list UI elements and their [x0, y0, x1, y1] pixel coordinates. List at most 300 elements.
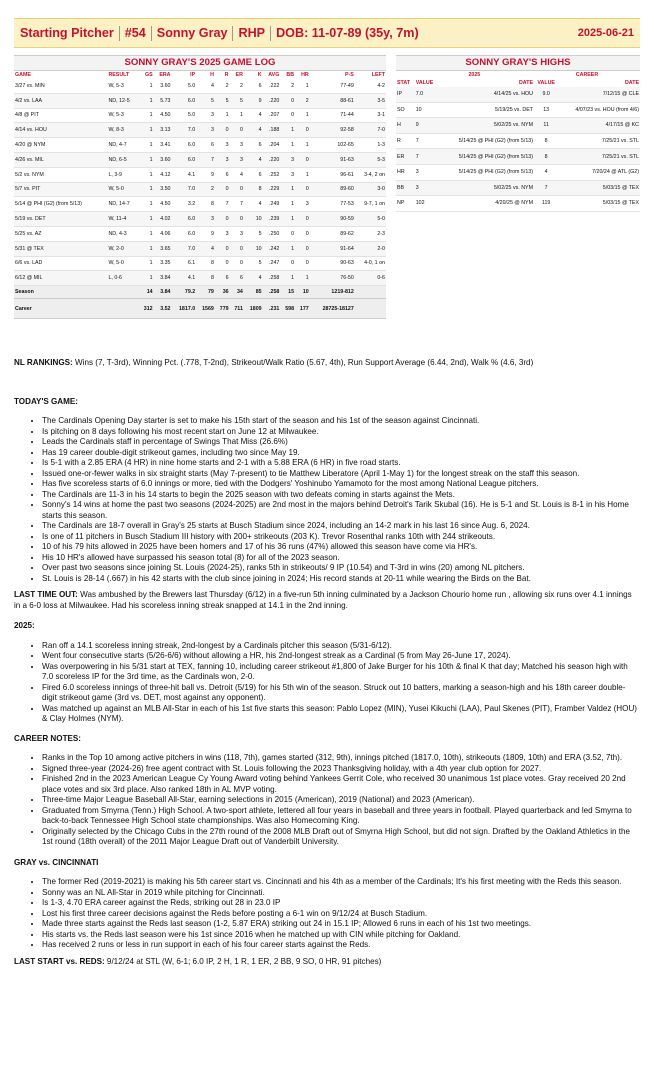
game-log-cell: 1-3 — [355, 138, 386, 153]
game-log-cell — [107, 286, 138, 299]
game-log-cell: 5.0 — [172, 108, 197, 123]
list-item: • The former Red (2019-2021) is making his 5th career start vs. Cincinnati and his 4th as a member of the Cardinals; It's his first meeting with the Reds this season. — [42, 877, 640, 888]
last-time-out-text: Was ambushed by the Brewers last Thursday (6/12) in a five-run 5th inning culminated by a Jackson Chourio home run , allowing six runs over 4.1 innings in a 6-0 loss at Milwaukee. Had his scoreless inning streak snapped at 14.1 in the 2nd inning. — [14, 590, 632, 610]
game-log-cell: 1 — [280, 123, 295, 138]
list-item: • The Cardinals are 18-7 overall in Gray's 25 starts at Busch Stadium since 2024, including an 14-2 mark in his last 16 since Aug. 6, 2024. — [42, 521, 640, 532]
game-log-cell: 91-64 — [310, 241, 355, 256]
table-row — [14, 182, 386, 197]
game-log-cell: 77-53 — [310, 197, 355, 212]
game-log-title: SONNY GRAY'S 2025 GAME LOG — [14, 55, 386, 71]
highs-cell: 5/03/15 @ TEX — [558, 196, 640, 212]
game-log-cell: 7 — [230, 197, 244, 212]
list-item: • Made three starts against the Reds last season (1-2, 5.87 ERA) striking out 24 in 15.1 IP; Allowed 6 runs in each of his 1st two meetings. — [42, 919, 640, 930]
game-log-cell: L, 3-9 — [107, 167, 138, 182]
table-row — [14, 79, 386, 93]
highs-cell: 5/02/25 vs. NYM — [439, 180, 534, 196]
game-log-cell: 3.35 — [154, 256, 172, 271]
table-row — [14, 93, 386, 108]
game-log-cell: 3.60 — [154, 152, 172, 167]
game-log-cell: 3 — [215, 226, 230, 241]
list-item: • Has 19 career double-digit strikeout games, including two since May 19. — [42, 448, 640, 459]
highs-cell: 3 — [415, 164, 439, 180]
game-log-cell: 1 — [280, 197, 295, 212]
game-log-cell: .239 — [263, 212, 281, 227]
game-log-cell: 312 — [139, 299, 154, 319]
game-log-col-gs: GS — [144, 72, 153, 78]
game-log-cell: 5/14 @ PHI (G2) (from 5/13) — [14, 197, 107, 212]
game-log-cell: 9 — [196, 226, 215, 241]
game-log-cell: 77-49 — [310, 79, 355, 93]
game-log-cell: 10 — [244, 241, 263, 256]
table-row — [14, 197, 386, 212]
game-log-cell: 5/2 vs. NYM — [14, 167, 107, 182]
game-log-cell: 2 — [215, 79, 230, 93]
game-log-col-game: GAME — [15, 72, 31, 78]
game-log-cell: 1 — [139, 226, 154, 241]
list-item: • The Cardinals Opening Day starter is set to make his 15th start of the season and his 1st of the season against Cincinnati. — [42, 416, 640, 427]
game-log-cell: 5-3 — [355, 152, 386, 167]
list-item: • Sonny's 14 wins at home the past two seasons (2024-2025) are 2nd most in the majors behind Detroit's Tarik Skubal (16). He is 5-1 and St. Louis is 8-1 in his Home starts this season. — [42, 500, 640, 521]
game-log-cell: 5/25 vs. AZ — [14, 226, 107, 241]
game-log-cell: 7.0 — [172, 182, 197, 197]
game-log-cell: .242 — [263, 241, 281, 256]
highs-cell: 9 — [415, 118, 439, 134]
game-log-cell: 3.52 — [154, 299, 172, 319]
game-log-cell: 3-5 — [355, 93, 386, 108]
game-log-cell: W, 5-0 — [107, 256, 138, 271]
table-row — [396, 196, 640, 212]
game-log-cell: 4 — [244, 108, 263, 123]
game-log-col-bb: BB — [286, 72, 295, 78]
list-item: • Was overpowering in his 5/31 start at TEX, fanning 10, including career strikeout #1,800 of Jake Burger for his 10th & final K that day; Matched his season high with 7.0 scoreless IP for the 3rd time, as the Cardinals won, 2-0. — [42, 662, 640, 683]
game-log-cell: 5 — [230, 93, 244, 108]
game-log-cell: 5-0 — [355, 212, 386, 227]
game-log-cell: 4 — [230, 167, 244, 182]
game-log-cell: 88-61 — [310, 93, 355, 108]
game-log-cell: Career — [14, 299, 107, 319]
table-row — [396, 164, 640, 180]
game-log-cell: 0 — [295, 241, 310, 256]
table-row — [14, 271, 386, 286]
game-log-cell: 7-0 — [355, 123, 386, 138]
game-log-cell: 91-63 — [310, 152, 355, 167]
game-log-cell: .188 — [263, 123, 281, 138]
game-log-cell: 1 — [139, 197, 154, 212]
game-log-cell: 4.06 — [154, 226, 172, 241]
list-item: • 10 of his 79 hits allowed in 2025 have been homers and 17 of his 36 runs (47%) allowed this season have come via HR's. — [42, 542, 640, 553]
highs-cell: R — [396, 133, 415, 149]
game-log-cell: 4 — [244, 123, 263, 138]
game-log-cell: 0 — [215, 182, 230, 197]
game-log-col-ip: IP — [190, 72, 196, 78]
highs-cell: 4/17/15 @ KC — [558, 118, 640, 134]
game-log-cell: 1 — [295, 79, 310, 93]
game-log-cell: 1 — [295, 271, 310, 286]
game-log-cell: 79.2 — [172, 286, 197, 299]
highs-cell: 102 — [415, 196, 439, 212]
game-log-cell: 1 — [139, 93, 154, 108]
game-log-cell: 8 — [196, 197, 215, 212]
game-log-cell: 7 — [215, 197, 230, 212]
game-log-cell: 6/12 @ MIL — [14, 271, 107, 286]
game-log-cell: .207 — [263, 108, 281, 123]
highs-cell: 13 — [534, 102, 558, 118]
game-log-cell — [355, 286, 386, 299]
game-log-col-era: ERA — [159, 72, 171, 78]
game-log-cell: .222 — [263, 79, 281, 93]
highs-col-date: DATE — [518, 80, 533, 86]
game-log-cell: 102-65 — [310, 138, 355, 153]
game-log-cell: 1 — [295, 108, 310, 123]
game-log-cell: 0 — [295, 226, 310, 241]
game-log-cell: 3-4, 2 on — [355, 167, 386, 182]
nl-rankings-text: Wins (7, T-3rd), Winning Pct. (.778, T-2nd), Strikeout/Walk Ratio (5.67, 4th), Run Support Average (6.44, 2nd), Walk % (4.6, 3rd) — [72, 358, 534, 367]
game-log-cell: 4 — [244, 152, 263, 167]
game-log-cell: .229 — [263, 182, 281, 197]
game-log-cell: 598 — [280, 299, 295, 319]
game-log-cell: 1 — [280, 212, 295, 227]
game-log-cell: 1 — [295, 167, 310, 182]
game-log-col-h: H — [210, 72, 214, 78]
highs-cell: BB — [396, 180, 415, 196]
highs-cell: 5/02/25 vs. NYM — [439, 118, 534, 134]
game-log-cell: 90-59 — [310, 212, 355, 227]
season-totals-row — [14, 286, 386, 299]
game-log-cell: 6/6 vs. LAD — [14, 256, 107, 271]
highs-cell: 5/14/25 @ PHI (G2) (from 5/13) — [439, 149, 534, 165]
game-log-cell: 177 — [295, 299, 310, 319]
game-log-cell: 4.1 — [172, 271, 197, 286]
game-log-cell: 1 — [139, 241, 154, 256]
game-log-cell: 3.41 — [154, 138, 172, 153]
highs-cell: 5/14/25 @ PHI (G2) (from 5/13) — [439, 164, 534, 180]
list-item: • His starts vs. the Reds last season were his 1st since 2016 when he matched up with CIN while pitching for Oakland. — [42, 930, 640, 941]
game-log-cell: .252 — [263, 167, 281, 182]
header-divider — [232, 26, 233, 41]
vs-cincinnati-list — [14, 877, 640, 951]
highs-cell: 119 — [534, 196, 558, 212]
game-log-rows — [14, 79, 386, 319]
game-log-cell: 3.13 — [154, 123, 172, 138]
game-log-cell: 3 — [196, 123, 215, 138]
game-log-cell: 5 — [244, 256, 263, 271]
list-item: • Went four consecutive starts (5/26-6/6) without allowing a HR, his 2nd-longest streak as a Cardinal (5 from May 26-June 17, 2024). — [42, 651, 640, 662]
list-item: • Ran off a 14.1 scoreless inning streak, 2nd-longest by a Cardinals pitcher this season (5/31-6/12). — [42, 641, 640, 652]
list-item: • Sonny was an NL All-Star in 2019 while pitching for Cincinnati. — [42, 888, 640, 899]
game-log-cell: 34 — [230, 286, 244, 299]
highs-group-blank — [396, 71, 415, 79]
game-log-cell: 1 — [139, 256, 154, 271]
game-log-cell: 5.0 — [172, 79, 197, 93]
game-log-cell: 0 — [215, 256, 230, 271]
game-log-cell: 0 — [215, 241, 230, 256]
game-log-cell: 1 — [139, 182, 154, 197]
list-item: • Finished 2nd in the 2023 American League Cy Young Award voting behind Yankees Gerrit Cole, who received 30 unanimous 1st place votes. Gray received 20 2nd place votes and six 3rd place. Also ranked 18th in AL MVP voting. — [42, 774, 640, 795]
game-log-cell: 0 — [295, 182, 310, 197]
game-log-cell: W, 2-0 — [107, 241, 138, 256]
table-row — [396, 102, 640, 118]
list-item: • Signed three-year (2024-26) free agent contract with St. Louis following the 2023 Thanksgiving holiday, with a 4th year club option for 2027. — [42, 764, 640, 775]
highs-cell: 5/03/15 @ TEX — [558, 180, 640, 196]
game-log-cell: 0 — [280, 226, 295, 241]
list-item: • Was matched up against an MLB All-Star in each of his 1st five starts this season: Pablo Lopez (MIN), Yusei Kikuchi (LAA), Paul Skenes (PIT), Framber Valdez (HOU) & Clay Holmes (NYM). — [42, 704, 640, 725]
list-item: • Is one of 11 pitchers in Busch Stadium III history with 200+ strikeouts (203 K). Trevor Rosenthal ranks 10th with 244 strikeouts. — [42, 532, 640, 543]
game-notes-page — [14, 18, 640, 966]
game-log-cell: 10 — [244, 212, 263, 227]
game-log-cell: 6 — [215, 167, 230, 182]
vs-cincinnati-heading: GRAY vs. CINCINNATI — [14, 857, 99, 867]
game-log-cell: 6.1 — [172, 256, 197, 271]
game-log-cell: 6 — [244, 167, 263, 182]
todays-game-list — [14, 416, 640, 584]
game-log-cell: 7.0 — [172, 123, 197, 138]
highs-cell: 4 — [534, 164, 558, 180]
highs-cell: HR — [396, 164, 415, 180]
game-log-cell — [355, 299, 386, 319]
last-start-vs-reds-text: 9/12/24 at STL (W, 6-1; 6.0 IP, 2 H, 1 R, 1 ER, 2 BB, 9 SO, 0 HR, 91 pitches) — [104, 956, 382, 966]
game-log-cell: 6 — [215, 271, 230, 286]
game-log-cell: 779 — [215, 299, 230, 319]
game-log-cell: 0 — [230, 256, 244, 271]
game-log-cell: 3.84 — [154, 286, 172, 299]
game-log-cell: 4.12 — [154, 167, 172, 182]
list-item: • Is pitching on 8 days following his most recent start on June 12 at Milwaukee. — [42, 427, 640, 438]
header-divider — [119, 26, 120, 41]
table-row — [14, 138, 386, 153]
table-row — [14, 152, 386, 167]
highs-group-career: CAREER — [575, 72, 599, 78]
game-log-cell: W, 8-3 — [107, 123, 138, 138]
list-item: • The Cardinals are 11-3 in his 14 starts to begin the 2025 season with two defeats coming in starts against the Mets. — [42, 490, 640, 501]
highs-cell: SO — [396, 102, 415, 118]
game-log-cell: 4/14 vs. HOU — [14, 123, 107, 138]
game-log-cell: W, 5-0 — [107, 182, 138, 197]
game-log-cell: 85 — [244, 286, 263, 299]
highs-cell: 8 — [534, 149, 558, 165]
game-log-cell: 2-3 — [355, 226, 386, 241]
game-log-cell: 1 — [139, 138, 154, 153]
table-row — [14, 212, 386, 227]
nl-rankings-label: NL RANKINGS: — [14, 358, 73, 367]
game-log-cell: 0 — [280, 93, 295, 108]
game-log-col-er: ER — [235, 72, 243, 78]
table-row — [396, 87, 640, 102]
game-log-cell: 3 — [230, 226, 244, 241]
game-log-cell: 4.1 — [172, 167, 197, 182]
game-log-cell: 9-7, 1 on — [355, 197, 386, 212]
table-row — [14, 108, 386, 123]
highs-cell: 7 — [415, 133, 439, 149]
game-log-cell: 90-63 — [310, 256, 355, 271]
game-log-cell: 6.0 — [172, 212, 197, 227]
game-log-cell: L, 0-6 — [107, 271, 138, 286]
game-log-cell: .249 — [263, 197, 281, 212]
table-row — [14, 241, 386, 256]
career-notes-list — [14, 753, 640, 848]
todays-game-heading: TODAY'S GAME: — [14, 396, 78, 406]
highs-cell: 3 — [415, 180, 439, 196]
game-log-cell: 1809 — [244, 299, 263, 319]
game-log-header-row — [14, 71, 386, 79]
game-log-col-r: R — [224, 72, 229, 78]
highs-title: SONNY GRAY'S HIGHS — [396, 55, 640, 71]
list-item: • Lost his first three career decisions against the Reds before posting a 6-1 win on 9/12/24 at Busch Stadium. — [42, 909, 640, 920]
game-log-cell: 0 — [295, 256, 310, 271]
notes-section — [14, 358, 640, 967]
game-log-cell: 3-0 — [355, 182, 386, 197]
game-log-cell: ND, 6-5 — [107, 152, 138, 167]
game-log-cell: 1 — [139, 167, 154, 182]
game-log-cell: 6 — [230, 271, 244, 286]
game-log-cell: 4.02 — [154, 212, 172, 227]
game-log-cell: 3 — [280, 152, 295, 167]
highs-cell: 7/25/21 vs. STL — [558, 133, 640, 149]
pitcher-number: #54 — [124, 26, 146, 40]
game-log-cell: 0 — [280, 108, 295, 123]
game-log-col-left: LEFT — [371, 72, 385, 78]
game-log-cell: 4 — [244, 197, 263, 212]
career-notes-heading: CAREER NOTES: — [14, 733, 82, 743]
game-log-cell: 3.2 — [172, 197, 197, 212]
game-log-cell: 7 — [196, 152, 215, 167]
game-log-cell: 3 — [230, 138, 244, 153]
highs-cell: 7 — [415, 149, 439, 165]
game-log-cell: 4/20 @ NYM — [14, 138, 107, 153]
game-log-cell: 0 — [230, 182, 244, 197]
highs-cell: NP — [396, 196, 415, 212]
game-log-cell: .250 — [263, 226, 281, 241]
game-log-cell: 71-44 — [310, 108, 355, 123]
game-log-cell: 2 — [196, 182, 215, 197]
list-item: • Three-time Major League Baseball All-Star, earning selections in 2015 (American), 2019 (National) and 2023 (American). — [42, 795, 640, 806]
game-log-table — [14, 55, 386, 319]
season-2025-heading: 2025: — [14, 621, 35, 630]
highs-cell: 11 — [534, 118, 558, 134]
game-log-cell: 0 — [215, 123, 230, 138]
game-log-cell: 14 — [139, 286, 154, 299]
list-item: • Has five scoreless starts of 6.0 innings or more, tied with the Dodgers' Yoshinubo Yamamoto for the most among National League pitchers. — [42, 479, 640, 490]
game-log-cell: 4/26 vs. MIL — [14, 152, 107, 167]
table-row — [396, 118, 640, 134]
pitcher-hand: RHP — [238, 26, 266, 40]
game-log-cell: 4-2 — [355, 79, 386, 93]
highs-cell: 7 — [534, 180, 558, 196]
game-log-cell: W, 5-3 — [107, 79, 138, 93]
list-item: • His 10 HR's allowed have surpassed his season total (8) for all of the 2023 season. — [42, 553, 640, 564]
game-log-cell: ND, 14-7 — [107, 197, 138, 212]
game-log-cell: 3.65 — [154, 241, 172, 256]
highs-cell: 7/20/24 @ ATL (G2) — [558, 164, 640, 180]
list-item: • Graduated from Smyrna (Tenn.) High School. A two-sport athlete, lettered all four years in baseball and three years in football. Played quarterback and led Smyrna to back-to-back Tennessee High School state championships. Was also Homecoming King. — [42, 806, 640, 827]
pitcher-dob: DOB: 11-07-89 (35y, 7m) — [276, 26, 419, 40]
game-log-cell: 711 — [230, 299, 244, 319]
game-log-cell: .231 — [263, 299, 281, 319]
highs-group-row — [396, 71, 640, 79]
table-row — [14, 226, 386, 241]
game-log-cell: 1569 — [196, 299, 215, 319]
game-log-cell: 5/7 vs. PIT — [14, 182, 107, 197]
game-log-cell: 6.0 — [172, 93, 197, 108]
game-log-cell: 0 — [295, 123, 310, 138]
game-log-col-result: RESULT — [108, 72, 130, 78]
table-row — [396, 149, 640, 165]
header-divider — [151, 26, 152, 41]
game-log-cell: 7.0 — [172, 241, 197, 256]
highs-cell: 10 — [415, 102, 439, 118]
game-log-cell: 96-61 — [310, 167, 355, 182]
game-log-cell: 4.50 — [154, 108, 172, 123]
header-divider — [270, 26, 271, 41]
list-item: • Over past two seasons since joining St. Louis (2024-25), ranks 5th in strikeouts/ 9 IP (10.54) and T-3rd in wins (20) among NL pitchers. — [42, 563, 640, 574]
game-log-cell: 3.84 — [154, 271, 172, 286]
highs-cell: 7.0 — [415, 87, 439, 102]
game-log-cell: 6 — [244, 138, 263, 153]
game-log-cell: 1 — [139, 212, 154, 227]
pitcher-header — [14, 18, 640, 48]
game-log-cell: 3-1 — [355, 108, 386, 123]
game-log-cell: 1 — [139, 79, 154, 93]
game-log-cell: 4.50 — [154, 197, 172, 212]
highs-cell: 4/20/25 @ NYM — [439, 196, 534, 212]
game-log-cell: 3.50 — [154, 182, 172, 197]
game-log-cell: 28725-18127 — [310, 299, 355, 319]
highs-rows — [396, 87, 640, 211]
game-log-cell: 6.0 — [172, 138, 197, 153]
highs-header-row — [396, 79, 640, 87]
game-log-cell: ND, 4-3 — [107, 226, 138, 241]
game-log-cell: 15 — [280, 286, 295, 299]
game-log-cell: 2 — [280, 79, 295, 93]
pitcher-name: Sonny Gray — [156, 26, 228, 40]
game-log-cell: 5/19 vs. DET — [14, 212, 107, 227]
game-log-cell: 5/31 @ TEX — [14, 241, 107, 256]
game-log-cell: 4/8 @ PIT — [14, 108, 107, 123]
game-log-cell: .220 — [263, 152, 281, 167]
game-log-cell: 8 — [196, 271, 215, 286]
game-log-cell: Season — [14, 286, 107, 299]
game-log-cell: W, 11-4 — [107, 212, 138, 227]
game-log-cell: 3/27 vs. MIN — [14, 79, 107, 93]
highs-cell: 4/07/23 vs. HOU (from 4/6) — [558, 102, 640, 118]
pitcher-identity — [20, 26, 419, 41]
game-log-cell: 1 — [230, 108, 244, 123]
game-log-cell: 3 — [215, 152, 230, 167]
game-log-cell: 76-50 — [310, 271, 355, 286]
game-log-cell — [107, 299, 138, 319]
game-log-cell: ND, 4-7 — [107, 138, 138, 153]
game-log-cell: 6.0 — [172, 226, 197, 241]
game-log-cell: W, 5-3 — [107, 108, 138, 123]
game-log-cell: 4/2 vs. LAA — [14, 93, 107, 108]
game-log-cell: 5 — [215, 93, 230, 108]
game-log-cell: 3 — [196, 108, 215, 123]
highs-group-2025: 2025 — [468, 72, 481, 78]
highs-cell: 4/14/25 vs. HOU — [439, 87, 534, 102]
list-item: • Is 1-3, 4.70 ERA career against the Reds, striking out 28 in 23.0 IP — [42, 898, 640, 909]
highs-col-date: DATE — [624, 80, 639, 86]
game-log-cell: 6.0 — [172, 152, 197, 167]
last-start-vs-reds-label: LAST START vs. REDS: — [14, 956, 105, 966]
game-log-cell: 5.73 — [154, 93, 172, 108]
notes-date: 2025-06-21 — [577, 27, 634, 39]
game-log-cell: 36 — [215, 286, 230, 299]
game-log-cell: 3 — [230, 152, 244, 167]
highs-cell: 5/19/25 vs. DET — [439, 102, 534, 118]
game-log-cell: 3.60 — [154, 79, 172, 93]
table-row — [396, 180, 640, 196]
game-log-cell: .258 — [263, 271, 281, 286]
highs-cell: 9.0 — [534, 87, 558, 102]
